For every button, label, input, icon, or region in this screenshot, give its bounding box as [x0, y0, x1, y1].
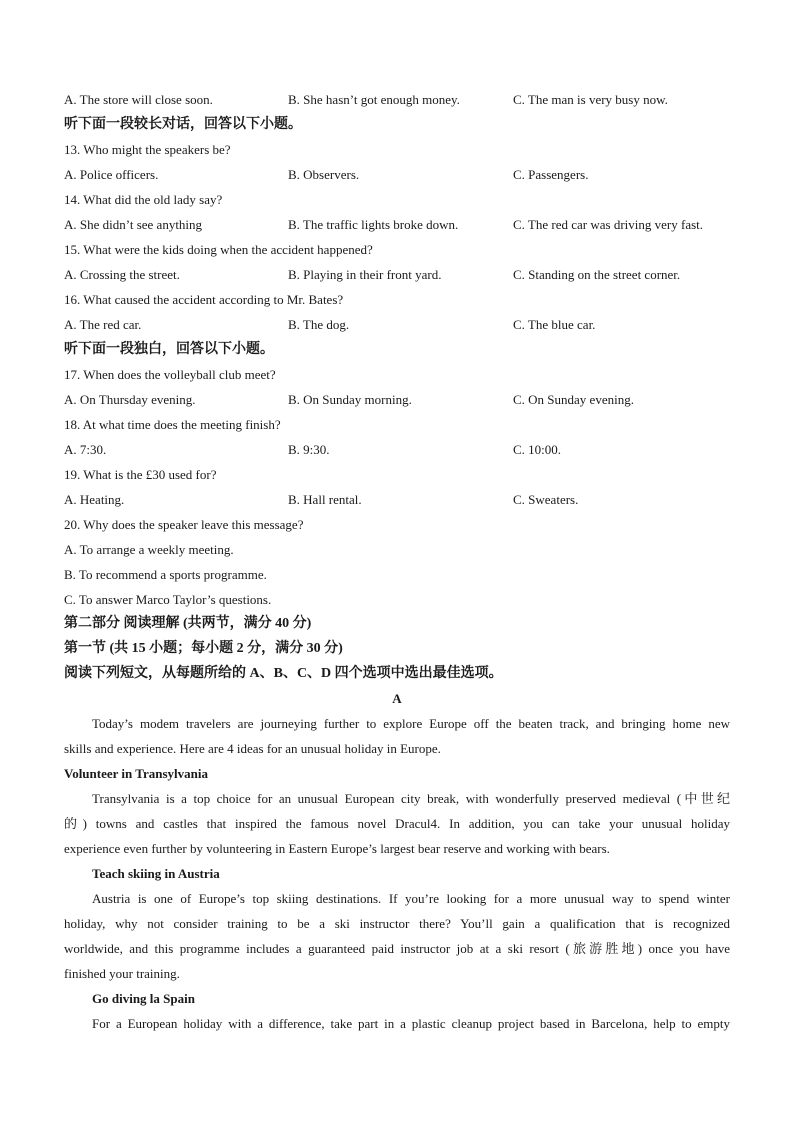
question-19: 19. What is the £30 used for?: [64, 467, 217, 482]
option-b[interactable]: B. The traffic lights broke down.: [288, 217, 459, 232]
heading-spain: Go diving la Spain: [92, 991, 195, 1006]
option-b[interactable]: B. Playing in their front yard.: [288, 267, 442, 282]
part2-title: 第二部分 阅读理解 (共两节，满分 40 分): [64, 616, 312, 631]
q14-options-row: [64, 212, 730, 237]
option-c[interactable]: C. The blue car.: [513, 317, 596, 332]
option-c[interactable]: C. Passengers.: [513, 167, 589, 182]
paragraph-line: finished your training.: [64, 966, 180, 981]
section-heading-long-dialogue: 听下面一段较长对话，回答以下小题。: [64, 117, 302, 132]
option-c[interactable]: C. Standing on the street corner.: [513, 267, 681, 282]
paragraph-line: holiday, why not consider training to be a ski instructor there? You’ll gain a qualification that is recognized: [64, 916, 730, 931]
paragraph-line: experience even further by volunteering in Eastern Europe’s largest bear reserve and working with bears.: [64, 841, 610, 856]
paragraph-line: worldwide, and this programme includes a guaranteed paid instructor job at a ski resort (旅游胜地) once you have: [64, 941, 730, 956]
question-17: 17. When does the volleyball club meet?: [64, 367, 276, 382]
q16-options-row: [64, 312, 730, 337]
option-b[interactable]: B. She hasn’t got enough money.: [288, 92, 460, 107]
paragraph-line: Austria is one of Europe’s top skiing destinations. If you’re looking for a more unusual way to spend winter: [92, 891, 730, 906]
q20-option-c[interactable]: C. To answer Marco Taylor’s questions.: [64, 592, 272, 607]
intro-paragraph: [64, 711, 730, 761]
option-a[interactable]: A. 7:30.: [64, 442, 107, 457]
section1-title: 第一节 (共 15 小题；每小题 2 分，满分 30 分): [64, 641, 343, 656]
q20-option-b[interactable]: B. To recommend a sports programme.: [64, 567, 267, 582]
option-c[interactable]: C. The man is very busy now.: [513, 92, 668, 107]
paragraph-line: skills and experience. Here are 4 ideas for an unusual holiday in Europe.: [64, 741, 441, 756]
spain-paragraph: [64, 1011, 730, 1036]
option-c[interactable]: C. On Sunday evening.: [513, 392, 634, 407]
option-a[interactable]: A. On Thursday evening.: [64, 392, 196, 407]
paragraph-line: Today’s modem travelers are journeying further to explore Europe off the beaten track, and bringing home new: [92, 716, 730, 731]
option-c[interactable]: C. The red car was driving very fast.: [513, 217, 704, 232]
question-18: 18. At what time does the meeting finish?: [64, 417, 281, 432]
option-b[interactable]: B. 9:30.: [288, 442, 330, 457]
q15-options-row: [64, 262, 730, 287]
question-13: 13. Who might the speakers be?: [64, 142, 231, 157]
section-heading-monologue: 听下面一段独白，回答以下小题。: [64, 342, 274, 357]
q18-options-row: [64, 437, 730, 462]
option-b[interactable]: B. The dog.: [288, 317, 350, 332]
q19-options-row: [64, 487, 730, 512]
question-16: 16. What caused the accident according to Mr. Bates?: [64, 292, 344, 307]
option-b[interactable]: B. Hall rental.: [288, 492, 362, 507]
option-a[interactable]: A. Crossing the street.: [64, 267, 180, 282]
q12-options-row: [64, 87, 730, 112]
option-b[interactable]: B. Observers.: [288, 167, 360, 182]
heading-transylvania: Volunteer in Transylvania: [64, 766, 208, 781]
paragraph-line: For a European holiday with a difference, take part in a plastic cleanup project based in Barcelona, help to empty: [92, 1016, 730, 1031]
q20-option-a[interactable]: A. To arrange a weekly meeting.: [64, 542, 234, 557]
reading-instruction: 阅读下列短文，从每题所给的 A、B、C、D 四个选项中选出最佳选项。: [64, 666, 503, 681]
option-a[interactable]: A. Heating.: [64, 492, 125, 507]
option-b[interactable]: B. On Sunday morning.: [288, 392, 412, 407]
option-a[interactable]: A. Police officers.: [64, 167, 159, 182]
q17-options-row: [64, 387, 730, 412]
question-15: 15. What were the kids doing when the accident happened?: [64, 242, 373, 257]
transylvania-paragraph: [64, 786, 730, 861]
heading-austria: Teach skiing in Austria: [92, 866, 220, 881]
austria-paragraph: [64, 886, 730, 986]
question-14: 14. What did the old lady say?: [64, 192, 223, 207]
option-a[interactable]: A. The red car.: [64, 317, 142, 332]
q13-options-row: [64, 162, 730, 187]
question-20: 20. Why does the speaker leave this message?: [64, 517, 304, 532]
option-c[interactable]: C. 10:00.: [513, 442, 562, 457]
paragraph-line: 的) towns and castles that inspired the famous novel Dracul4. In addition, you can take your unusual holiday: [64, 816, 730, 831]
option-a[interactable]: A. The store will close soon.: [64, 92, 213, 107]
option-c[interactable]: C. Sweaters.: [513, 492, 579, 507]
passage-letter: A: [392, 691, 402, 706]
option-a[interactable]: A. She didn’t see anything: [64, 217, 203, 232]
paragraph-line: Transylvania is a top choice for an unusual European city break, with wonderfully preserved medieval (中世纪: [92, 791, 730, 806]
